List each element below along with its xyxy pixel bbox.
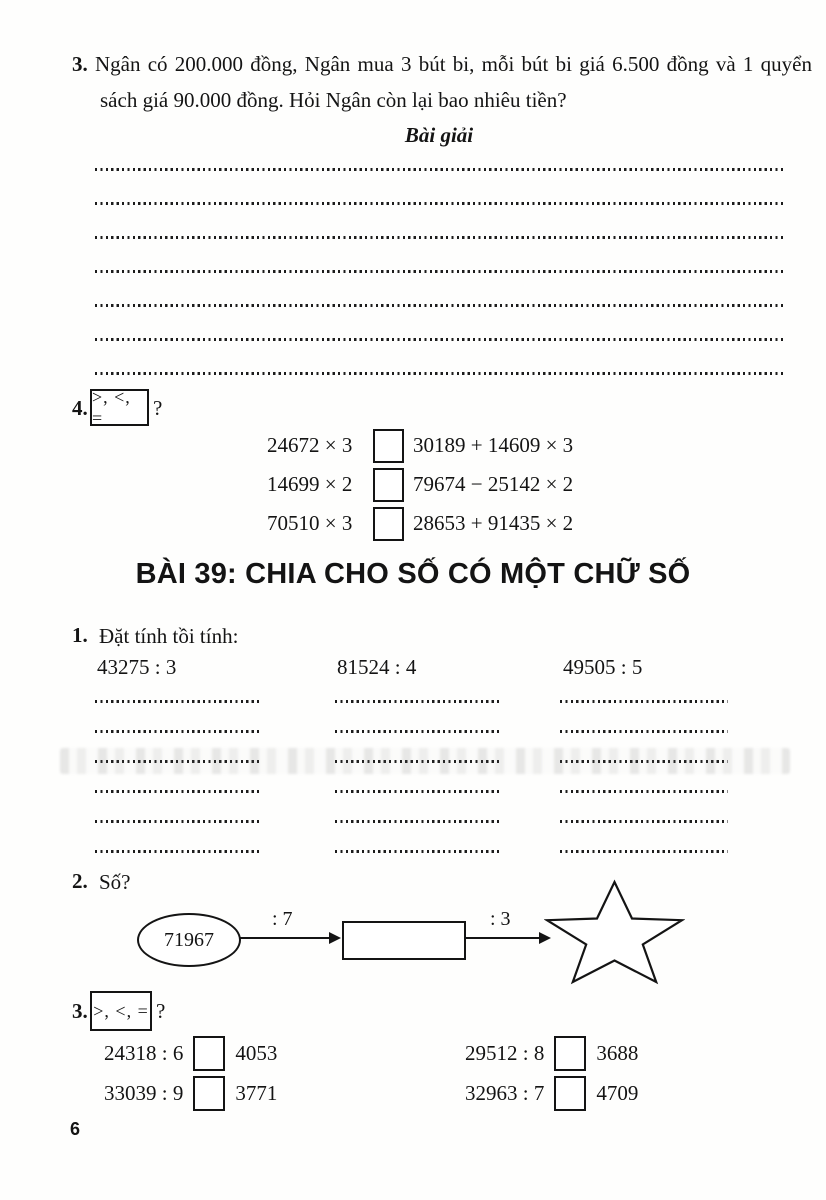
answer-box (193, 1036, 225, 1071)
answer-box (373, 468, 404, 502)
answer-line (560, 700, 728, 703)
problem3-number: 3. (72, 999, 88, 1023)
solution-answer-lines (95, 168, 783, 406)
answer-line (95, 236, 783, 239)
comparison-row (465, 1076, 638, 1111)
answer-box (373, 507, 404, 541)
division-exercise: 81524 : 4 (337, 655, 417, 679)
left-expression: 33039 : 9 (104, 1081, 184, 1105)
problem3-question-mark: ? (156, 999, 166, 1023)
star-icon (544, 877, 685, 987)
left-expression: 24318 : 6 (104, 1041, 184, 1065)
left-expression: 29512 : 8 (465, 1041, 545, 1065)
comparison-row (267, 426, 573, 465)
page-number: 6 (70, 1119, 81, 1139)
answer-line (560, 820, 728, 823)
problem4-number: 4. (72, 396, 88, 420)
solution-heading: Bài giải (404, 123, 474, 147)
answer-box (554, 1076, 586, 1111)
answer-line (95, 700, 262, 703)
right-expression: 79674 − 25142 × 2 (413, 472, 574, 496)
answer-line (335, 700, 502, 703)
flow-start-oval: 71967 (137, 913, 241, 967)
left-expression: 14699 × 2 (267, 472, 353, 496)
flow-op2-label: : 3 (490, 908, 511, 930)
answer-line (335, 850, 502, 853)
answer-line (95, 820, 262, 823)
problem3-symbol-box: >, <, = (90, 991, 152, 1031)
right-expression: 28653 + 91435 × 2 (413, 511, 574, 535)
problem-number: 3. (72, 52, 88, 76)
answer-line (335, 790, 502, 793)
problem4-rows (267, 426, 573, 543)
answer-line (95, 168, 783, 171)
word-problem-text: Ngân có 200.000 đồng, Ngân mua 3 bút bi, mỗi bút bi giá 6.500 đồng và 1 quyển sách giá 90.000 đồng. Hỏi Ngân còn lại bao nhiêu tiền? (95, 52, 812, 112)
problem4-symbol-box: >, <, = (90, 389, 149, 426)
problem4-question-mark: ? (153, 396, 163, 420)
right-expression: 30189 + 14609 × 3 (413, 433, 574, 457)
problem2-number: 2. (72, 869, 88, 893)
answer-box (554, 1036, 586, 1071)
comparison-row (267, 504, 573, 543)
flow-middle-box (342, 921, 466, 960)
answer-line (95, 202, 783, 205)
problem1-instruction: Đặt tính tồi tính: (99, 624, 239, 648)
division-exercise: 43275 : 3 (97, 655, 177, 679)
comparison-row (465, 1036, 638, 1071)
answer-line (560, 790, 728, 793)
comparison-row (267, 465, 573, 504)
answer-line (95, 338, 783, 341)
right-expression: 4709 (596, 1081, 639, 1105)
left-expression: 32963 : 7 (465, 1081, 545, 1105)
answer-line (560, 850, 728, 853)
arrow-right-icon (466, 937, 540, 939)
answer-line (95, 270, 783, 273)
flow-op1-label: : 7 (272, 908, 293, 930)
lesson-heading: BÀI 39: CHIA CHO SỐ CÓ MỘT CHỮ SỐ (135, 558, 691, 590)
work-area-column (335, 700, 502, 880)
page-showthrough-artifact (60, 748, 790, 774)
answer-line (335, 820, 502, 823)
work-area-column (95, 700, 262, 880)
right-expression: 3688 (596, 1041, 639, 1065)
problem1-number: 1. (72, 623, 88, 647)
right-expression: 4053 (235, 1041, 278, 1065)
answer-line (95, 850, 262, 853)
right-expression: 3771 (235, 1081, 278, 1105)
comparison-row (104, 1036, 277, 1071)
word-problem-3 (72, 46, 812, 118)
answer-line (560, 730, 728, 733)
answer-box (193, 1076, 225, 1111)
left-expression: 70510 × 3 (267, 511, 353, 535)
arrow-right-icon (240, 937, 330, 939)
answer-line (95, 730, 262, 733)
problem2-instruction: Số? (99, 870, 131, 894)
answer-line (95, 372, 783, 375)
answer-line (335, 730, 502, 733)
left-expression: 24672 × 3 (267, 433, 353, 457)
comparison-row (104, 1076, 277, 1111)
division-exercise: 49505 : 5 (563, 655, 643, 679)
work-area-column (560, 700, 728, 880)
answer-line (95, 790, 262, 793)
answer-box (373, 429, 404, 463)
answer-line (95, 304, 783, 307)
